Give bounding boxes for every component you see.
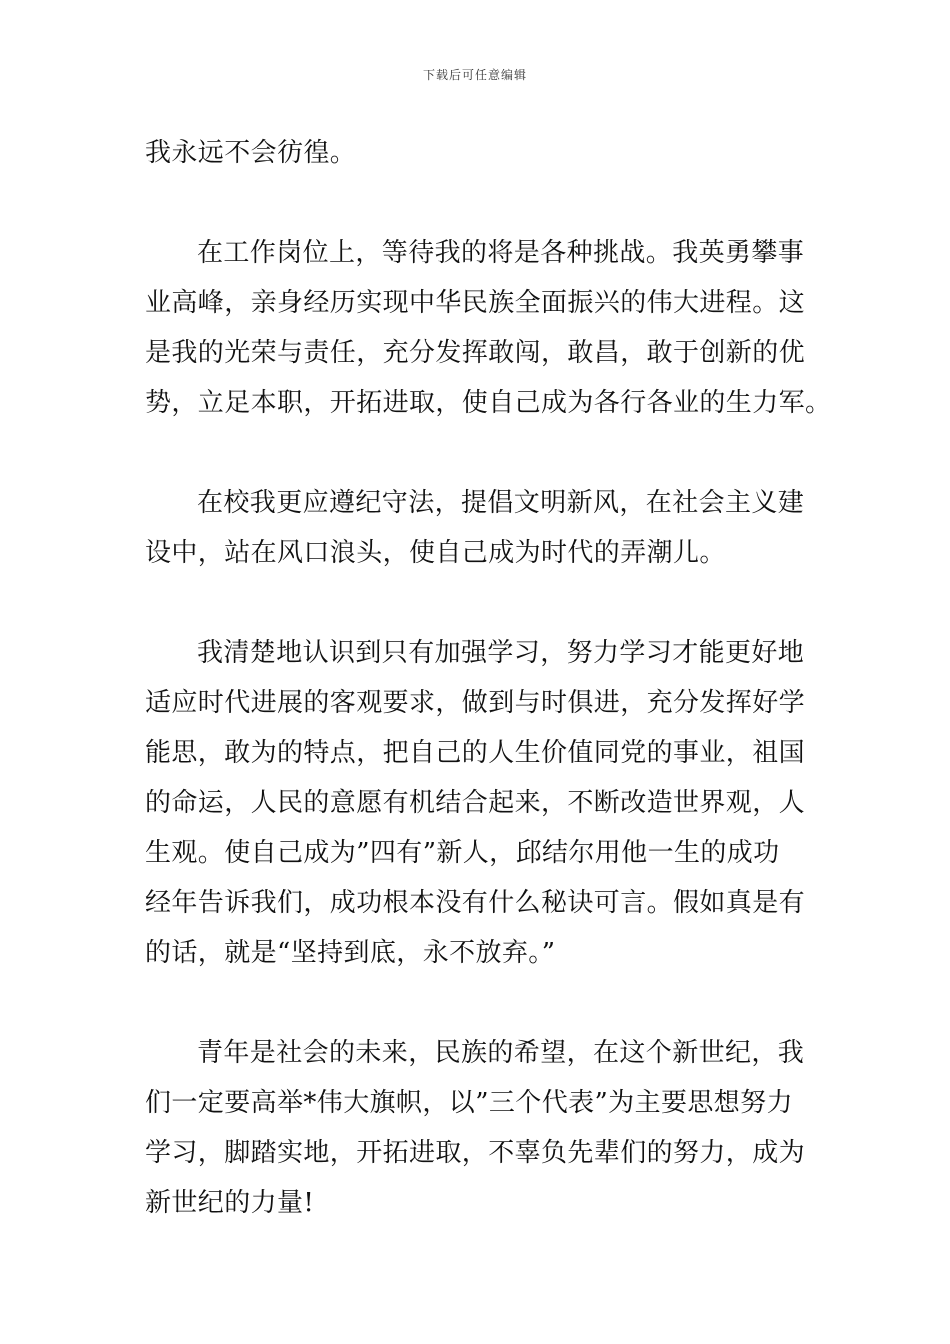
paragraph [145, 1028, 810, 1228]
paragraph [145, 478, 810, 578]
text-line: 学习，脚踏实地，开拓进取，不辜负先辈们的努力，成为 [145, 1138, 806, 1168]
text-line: 的话，就是“坚持到底，永不放弃。” [145, 938, 556, 968]
text-line: 在工作岗位上，等待我的将是各种挑战。我英勇攀事 [197, 238, 805, 268]
text-line: 生观。使自己成为”四有”新人，邱结尔用他一生的成功 [145, 838, 780, 868]
paragraph [145, 628, 810, 978]
paragraph [145, 228, 832, 428]
page-header: 下载后可任意编辑 [422, 68, 527, 82]
text-line: 适应时代进展的客观要求，做到与时俱进，充分发挥好学 [145, 688, 806, 718]
text-line: 势，立足本职，开拓进取，使自己成为各行各业的生力军。 [145, 388, 832, 418]
text-line: 新世纪的力量! [145, 1188, 315, 1218]
document-body [145, 128, 832, 1278]
text-line: 我清楚地认识到只有加强学习，努力学习才能更好地 [197, 638, 805, 668]
text-line: 设中，站在风口浪头，使自己成为时代的弄潮儿。 [145, 538, 726, 568]
text-line: 经年告诉我们，成功根本没有什么秘诀可言。假如真是有 [145, 888, 806, 918]
text-line: 能思，敢为的特点，把自己的人生价值同党的事业，祖国 [145, 738, 806, 768]
text-line: 我永远不会彷徨。 [145, 138, 357, 168]
text-line: 在校我更应遵纪守法，提倡文明新风，在社会主义建 [197, 488, 805, 518]
paragraph [145, 128, 810, 178]
text-line: 们一定要高举*伟大旗帜，以”三个代表”为主要思想努力 [145, 1088, 793, 1118]
text-line: 是我的光荣与责任，充分发挥敢闯，敢昌，敢于创新的优 [145, 338, 806, 368]
text-line: 的命运，人民的意愿有机结合起来，不断改造世界观，人 [145, 788, 806, 818]
text-line: 业高峰，亲身经历实现中华民族全面振兴的伟大进程。这 [145, 288, 806, 318]
text-line: 青年是社会的未来，民族的希望，在这个新世纪，我 [197, 1038, 805, 1068]
